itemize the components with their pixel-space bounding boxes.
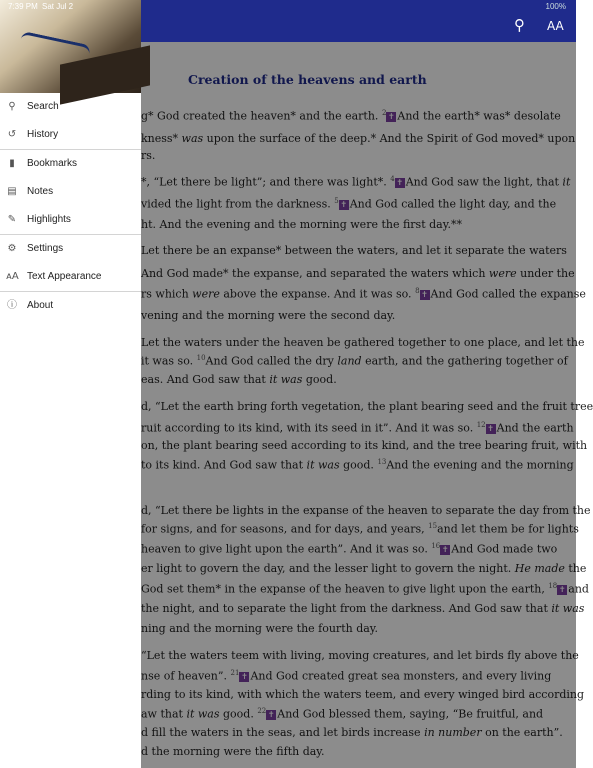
cross-reference-icon[interactable]: ✝ (558, 584, 566, 594)
verse-text-run: and (568, 582, 589, 596)
menu-item-label: Text Appearance (27, 271, 102, 282)
verse-text-run: And the earth* was* desolate (397, 109, 561, 123)
verse-text-run: d the morning were the fifth day. (141, 745, 325, 758)
italic-word: it was (186, 707, 220, 721)
verse-text-run: earth, and the gathering together of (361, 354, 568, 368)
verse-text-run: vening and the morning were the second day. (141, 309, 396, 322)
side-drawer (0, 0, 141, 768)
verse-number: 4 (390, 175, 395, 183)
status-bar (0, 0, 576, 14)
highlighter-icon: ✎ (7, 214, 17, 225)
chapter-heading: Creation of the heavens and earth (188, 72, 427, 87)
verse-text-run: to its kind. And God saw that (141, 458, 307, 472)
menu-item-label: Settings (27, 243, 64, 254)
cross-reference-icon[interactable]: ✝ (421, 289, 428, 299)
menu-item-search[interactable] (0, 93, 141, 121)
italic-word: was (181, 132, 204, 145)
verse-text-run: And God blessed them, saying, “Be fruitful, and (277, 707, 544, 721)
menu-item-text-appearance[interactable] (0, 263, 141, 291)
cross-reference-icon[interactable]: ✝ (267, 709, 275, 719)
menu-item-notes[interactable] (0, 178, 141, 206)
verse-text-run: er light to govern the day, and the lesser light to govern the night. (141, 562, 515, 575)
text-size-icon: ᴀA (6, 271, 19, 282)
verse-number: 21 (230, 669, 240, 677)
cross-reference-icon[interactable]: ✝ (441, 544, 449, 554)
verse-text-run: vided the light from the darkness. (141, 197, 335, 211)
verse-text-run: And God called the expanse (430, 287, 586, 301)
menu-item-settings[interactable] (0, 235, 141, 263)
verse-text-run: And God called the dry (205, 354, 338, 368)
search-icon: ⚲ (8, 101, 16, 112)
bookmark-icon: ▮ (9, 158, 15, 169)
italic-word: it was (551, 602, 585, 615)
verse-number: 13 (377, 458, 387, 466)
drawer-menu (0, 93, 141, 320)
menu-item-label: Search (27, 101, 59, 112)
cross-reference-icon[interactable]: ✝ (340, 199, 348, 209)
italic-word: in number (424, 726, 482, 739)
verse-text-run: And the earth (496, 421, 574, 435)
info-icon: ⓘ (7, 300, 17, 311)
gear-icon: ⚙ (7, 243, 17, 254)
cross-reference-icon[interactable]: ✝ (388, 111, 395, 121)
verse-text-run: on the earth”. (481, 726, 563, 739)
verse-text-run: ning and the morning were the fourth day. (141, 622, 379, 635)
menu-item-label: Highlights (27, 214, 71, 225)
verse-text-run: heaven to give light upon the earth”. And it was so. (141, 542, 432, 556)
verse-text-run: And God saw the light, that (405, 175, 563, 189)
verse-text-run: d fill the waters in the seas, and let birds increase (141, 726, 425, 739)
verse-number: 10 (196, 354, 206, 362)
verse-text-run: rs which (141, 287, 193, 301)
verse-text-run: g* God created the heaven* and the earth. (141, 109, 382, 123)
verse-text-run: And God called the light day, and the (349, 197, 557, 211)
italic-word: He made (514, 562, 565, 575)
text-appearance-icon[interactable]: AA (547, 19, 564, 33)
italic-word: it (562, 175, 571, 189)
verse-text-run: the (564, 562, 587, 575)
cross-reference-icon[interactable]: ✝ (241, 671, 248, 681)
cross-reference-icon[interactable]: ✝ (487, 423, 494, 433)
menu-item-history[interactable] (0, 121, 141, 149)
verse-number: 8 (415, 287, 420, 295)
verse-number: 16 (431, 542, 441, 550)
italic-word: it was (269, 373, 303, 386)
verse-text-run: Let there be an expanse* between the waters, and let it separate the waters (141, 244, 567, 257)
menu-item-highlights[interactable] (0, 206, 141, 234)
verse-text-run: d, “Let the earth bring forth vegetation, the plant bearing seed and the fruit tree (141, 400, 593, 413)
italic-word: were (192, 287, 220, 301)
menu-item-about[interactable] (0, 292, 141, 320)
verse-text-run: aw that (141, 707, 187, 721)
verse-text-run: above the expanse. And it was so. (219, 287, 416, 301)
verse-text-run: it was so. (141, 354, 197, 368)
verse-text-run: rding to its kind, with which the waters teem, and every winged bird according (141, 688, 585, 701)
verse-number: 18 (548, 582, 558, 590)
history-icon: ↺ (7, 129, 17, 140)
status-time: 7:39 PM (8, 2, 38, 11)
status-date: Sat Jul 2 (42, 2, 74, 11)
glasses-shape (19, 31, 91, 62)
verse-text-run: good. (339, 458, 378, 472)
search-icon[interactable]: ⚲ (514, 16, 525, 34)
menu-item-label: Bookmarks (27, 158, 78, 169)
cross-reference-icon[interactable]: ✝ (396, 177, 404, 187)
verse-text-run: And God created great sea monsters, and every living (250, 669, 552, 683)
verse-text-run: and let them be for lights (437, 522, 579, 536)
verse-text-run: d, “Let there be lights in the expanse of the heaven to separate the day from the (141, 504, 591, 517)
italic-word: it was (306, 458, 340, 472)
verse-text-run: And God made two (451, 542, 558, 556)
menu-item-label: History (27, 129, 59, 140)
verse-number: 15 (428, 522, 438, 530)
verse-text-run: *, “Let there be light”; and there was light*. (141, 175, 391, 189)
verse-text-run: ht. And the evening and the morning were the first day.** (141, 218, 462, 231)
verse-text-run: nse of heaven”. (141, 669, 231, 683)
verse-number: 2 (381, 109, 387, 117)
verse-number: 22 (257, 707, 267, 715)
notes-icon: ▤ (7, 186, 17, 197)
verse-text-run: kness* (141, 132, 182, 145)
verse-number: 12 (476, 421, 486, 429)
verse-text-run: good. (302, 373, 337, 386)
verse-text-run: the night, and to separate the light from the darkness. And God saw that (141, 602, 552, 615)
verse-text-run: good. (219, 707, 258, 721)
menu-item-label: Notes (27, 186, 54, 197)
verse-text-run: under the (516, 267, 575, 280)
verse-text-run: rs. (141, 149, 156, 162)
status-battery: 100% (545, 2, 566, 11)
verse-text-run: God set them* in the expanse of the heaven to give light upon the earth, (141, 582, 549, 596)
verse-text-run: for signs, and for seasons, and for days, and years, (141, 522, 429, 536)
italic-word: land (337, 354, 362, 368)
menu-item-label: About (27, 300, 54, 311)
menu-item-bookmarks[interactable] (0, 150, 141, 178)
verse-text-run: And God made* the expanse, and separated the waters which (141, 267, 489, 280)
verse-text-run: And the evening and the morning (386, 458, 574, 472)
italic-word: were (488, 267, 517, 280)
verse-text-run: “Let the waters teem with living, moving creatures, and let birds fly above the (141, 649, 579, 662)
verse-text-run: eas. And God saw that (141, 373, 270, 386)
verse-text-run: ruit according to its kind, with its seed in it”. And it was so. (141, 421, 477, 435)
verse-text-run: upon the surface of the deep.* And the Spirit of God moved* upon (203, 132, 576, 145)
verse-number: 5 (334, 197, 339, 205)
verse-text-run: on, the plant bearing seed according to its kind, and the tree bearing fruit, with (141, 439, 588, 452)
verse-text-run: Let the waters under the heaven be gathered together to one place, and let the (141, 336, 585, 349)
